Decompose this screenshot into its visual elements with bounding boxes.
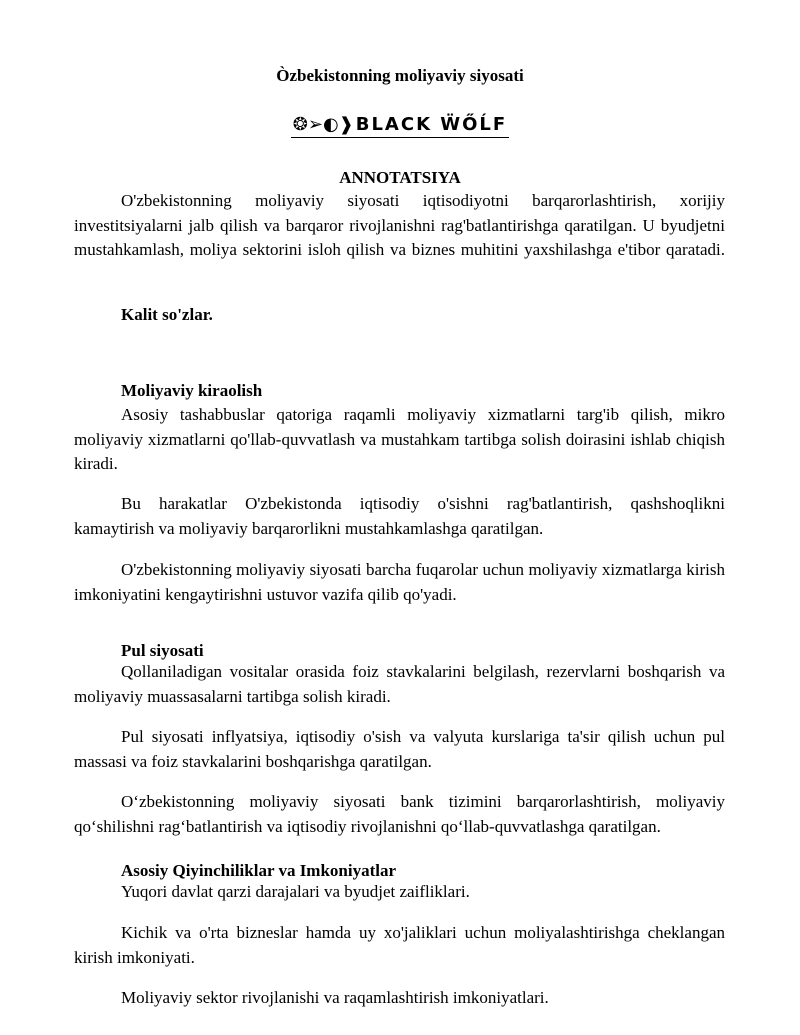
- section-paragraph: Qollaniladigan vositalar orasida foiz stavkalarini belgilash, rezervlarni boshqarish va moliyaviy muassasalarni tartibga solish kiradi.: [74, 662, 725, 706]
- section-paragraph: Asosiy tashabbuslar qatoriga raqamli moliyaviy xizmatlarni targ'ib qilish, mikro moliyaviy xizmatlarni qo'llab-quvvatlash va mustahkam tartibga solish doirasini ishlab chiqish kiradi.: [74, 405, 725, 473]
- brand-logo: [0, 113, 800, 141]
- section-heading-monetary-policy: Pul siyosati: [121, 641, 204, 660]
- section-paragraph: Yuqori davlat qarzi darajalari va byudjet zaifliklari.: [121, 882, 470, 901]
- section-paragraph: Pul siyosati inflyatsiya, iqtisodiy o'sish va valyuta kurslariga ta'sir qilish uchun pul massasi va foiz stavkalarini boshqarishga qaratilgan.: [74, 727, 725, 771]
- annotation-heading: ANNOTATSIYA: [339, 168, 461, 187]
- section-heading-financial-inclusion: Moliyaviy kiraolish: [121, 381, 263, 400]
- section-paragraph: Kichik va o'rta bizneslar hamda uy xo'jaliklari uchun moliyalashtirishga cheklangan kirish imkoniyati.: [74, 923, 725, 967]
- section-paragraph: O‘zbekistonning moliyaviy siyosati bank tizimini barqarorlashtirish, moliyaviy qo‘shilishni rag‘batlantirish va iqtisodiy rivojlanishni qo‘llab-quvvatlashga qaratilgan.: [74, 792, 725, 836]
- section-heading-challenges: Asosiy Qiyinchiliklar va Imkoniyatlar: [121, 861, 397, 880]
- brand-text: BLACK ẄŐĹF: [355, 114, 508, 135]
- brand-symbols-icon: ❂➢◐❱: [292, 114, 354, 135]
- section-paragraph: Moliyaviy sektor rivojlanishi va raqamlashtirish imkoniyatlari.: [121, 988, 549, 1007]
- section-paragraph: Bu harakatlar O'zbekistonda iqtisodiy o'sishni rag'batlantirish, qashshoqlikni kamaytirish va moliyaviy barqarorlikni mustahkamlashga qaratilgan.: [74, 494, 725, 538]
- keywords-label: Kalit so'zlar.: [121, 305, 213, 324]
- section-paragraph: O'zbekistonning moliyaviy siyosati barcha fuqarolar uchun moliyaviy xizmatlarga kirish imkoniyatini kengaytirishni ustuvor vazifa qilib qo'yadi.: [74, 560, 725, 604]
- annotation-paragraph: O'zbekistonning moliyaviy siyosati iqtisodiyotni barqarorlashtirish, xorijiy investitsiyalarni jalb qilish va barqaror rivojlanishni rag'batlantirishga qaratilgan. U byudjetni mustahkamlash, moliya sektorini isloh qilish va biznes muhitini yaxshilashga e'tibor qaratadi.: [74, 191, 725, 259]
- brand-logo-underline: [291, 114, 509, 138]
- document-title: Òzbekistonning moliyaviy siyosati: [276, 66, 524, 85]
